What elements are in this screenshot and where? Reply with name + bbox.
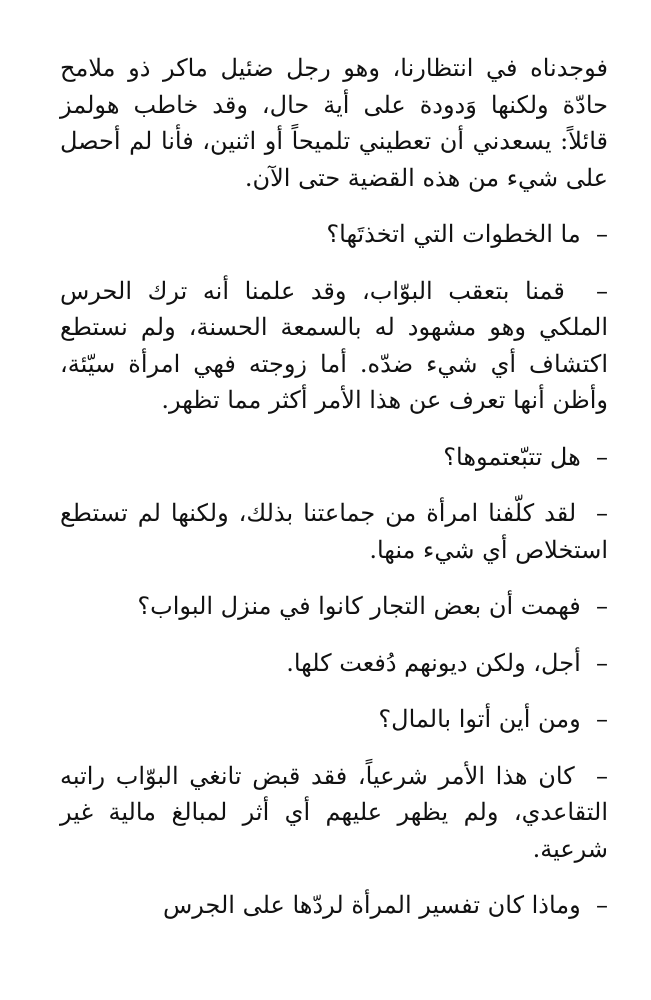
dialog-paragraph: – كان هذا الأمر شرعياً، فقد قبض تانغي البوّاب راتبه التقاعدي، ولم يظهر عليهم أي أثر لمبالغ مالية غير شرعية.: [60, 758, 608, 868]
dialog-paragraph: – لقد كلّفنا امرأة من جماعتنا بذلك، ولكنها لم تستطع استخلاص أي شيء منها.: [60, 495, 608, 568]
book-page: [60, 50, 608, 944]
narration-paragraph: فوجدناه في انتظارنا، وهو رجل ضئيل ماكر ذو ملامح حادّة ولكنها وَدودة على أية حال، وقد خاطب هولمز قائلاً: يسعدني أن تعطيني تلميحاً أو اثنين، فأنا لم أحصل على شيء من هذه القضية حتى الآن.: [60, 54, 608, 192]
dialog-paragraph: – وماذا كان تفسير المرأة لردّها على الجرس: [60, 887, 608, 924]
dialog-paragraph: – قمنا بتعقب البوّاب، وقد علمنا أنه ترك الحرس الملكي وهو مشهود له بالسمعة الحسنة، ولم نستطع اكتشاف أي شيء ضدّه. أما زوجته فهي امرأة سيّئة، وأظن أنها تعرف عن هذا الأمر أكثر مما تظهر.: [60, 273, 608, 419]
dialog-paragraph: – ومن أين أتوا بالمال؟: [60, 701, 608, 738]
dialog-paragraph: – هل تتبّعتموها؟: [60, 439, 608, 476]
dialog-paragraph: – أجل، ولكن ديونهم دُفعت كلها.: [60, 645, 608, 682]
dialog-paragraph: – ما الخطوات التي اتخذتَها؟: [60, 216, 608, 253]
dialog-paragraph: – فهمت أن بعض التجار كانوا في منزل البواب؟: [60, 588, 608, 625]
